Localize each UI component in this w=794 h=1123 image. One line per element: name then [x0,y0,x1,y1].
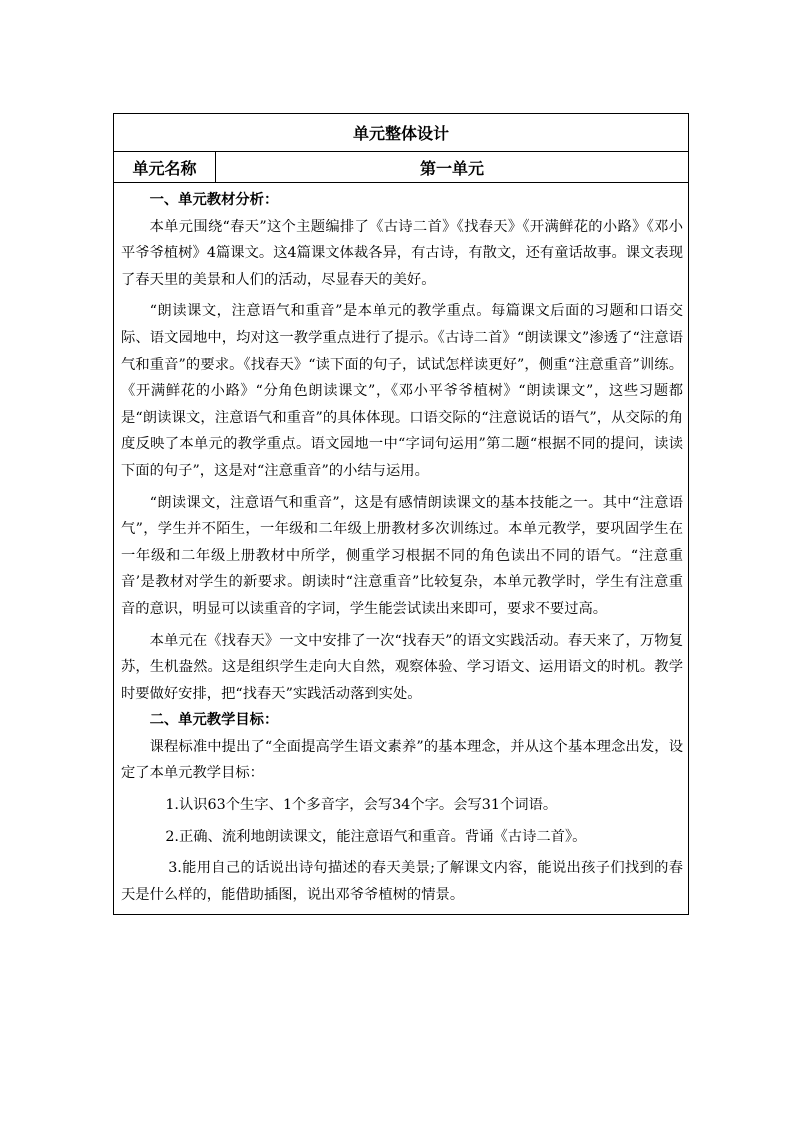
analysis-paragraph: “朗读课文，注意语气和重音”，这是有感情朗读课文的基本技能之一。其中“注意语气”，学生并不陌生，一年级和二年级上册教材多次训练过。本单元教学，要巩固学生在一年级和二年级上册教材中所学，侧重学习根据不同的角色读出不同的语气。“注意重音’是教材对学生的新要求。朗读时“注意重音”比较复杂，本单元教学时，学生有注意重音的意识，明显可以读重音的字词，学生能尝试读出来即可，要求不要过高。 [121,494,683,617]
section-heading-goals: 二、单元教学目标： [149,712,279,729]
goals-intro: 课程标准中提出了“全面提高学生语文素养”的基本理念，并从这个基本理念出发，设定了本单元教学目标： [121,738,683,782]
unit-name-value: 第一单元 [419,158,484,178]
unit-design-table [113,113,689,915]
goal-item: 1.认识63个生字、1个多音字，会写34个字。会写31个词语。 [165,797,558,814]
goal-item: 2.正确、流利地朗读课文，能注意语气和重音。背诵《古诗二首》。 [165,828,587,845]
goal-item: 3.能用自己的话说出诗句描述的春天美景;了解课文内容，能说出孩子们找到的春天是什么样的，能借助插图，说出邓爷爷植树的情景。 [121,860,683,903]
content-cell [114,183,688,914]
analysis-paragraph: “朗读课文，注意语气和重音”是本单元的教学重点。每篇课文后面的习题和口语交际、语文园地中，均对这一教学重点进行了提示。《古诗二首》“朗读课文”渗透了“注意语气和重音”的要求。《找春天》“读下面的句子，试试怎样读更好”，侧重“注意重音”训练。《开满鲜花的小路》“分角色朗读课文”，《邓小平爷爷植树》“朗读课文”，这些习题都是“朗读课文，注意语气和重音”的具体体现。口语交际的“注意说话的语气”，从交际的角度反映了本单元的教学重点。语文园地一中“字词句运用”第二题“根据不同的提问，读读下面的句子”，这是对“注意重音”的小结与运用。 [121,303,683,479]
table-title: 单元整体设计 [114,114,688,152]
unit-name-row [114,152,688,183]
unit-name-label: 单元名称 [114,152,216,182]
analysis-paragraph: 本单元在《找春天》一文中安排了一次“找春天”的语文实践活动。春天来了，万物复苏，生机盎然。这是组织学生走向大自然，观察体验、学习语文、运用语文的时机。教学时要做好安排，把“找春天”实践活动落到实处。 [121,632,683,702]
section-heading-analysis: 一、单元教材分析： [149,192,279,208]
analysis-paragraph: 本单元围绕“春天”这个主题编排了《古诗二首》《找春天》《开满鲜花的小路》《邓小平爷爷植树》4篇课文。这4篇课文体裁各异，有古诗，有散文，还有童话故事。课文表现了春天里的美景和人们的活动，尽显春天的美好。 [121,218,683,288]
